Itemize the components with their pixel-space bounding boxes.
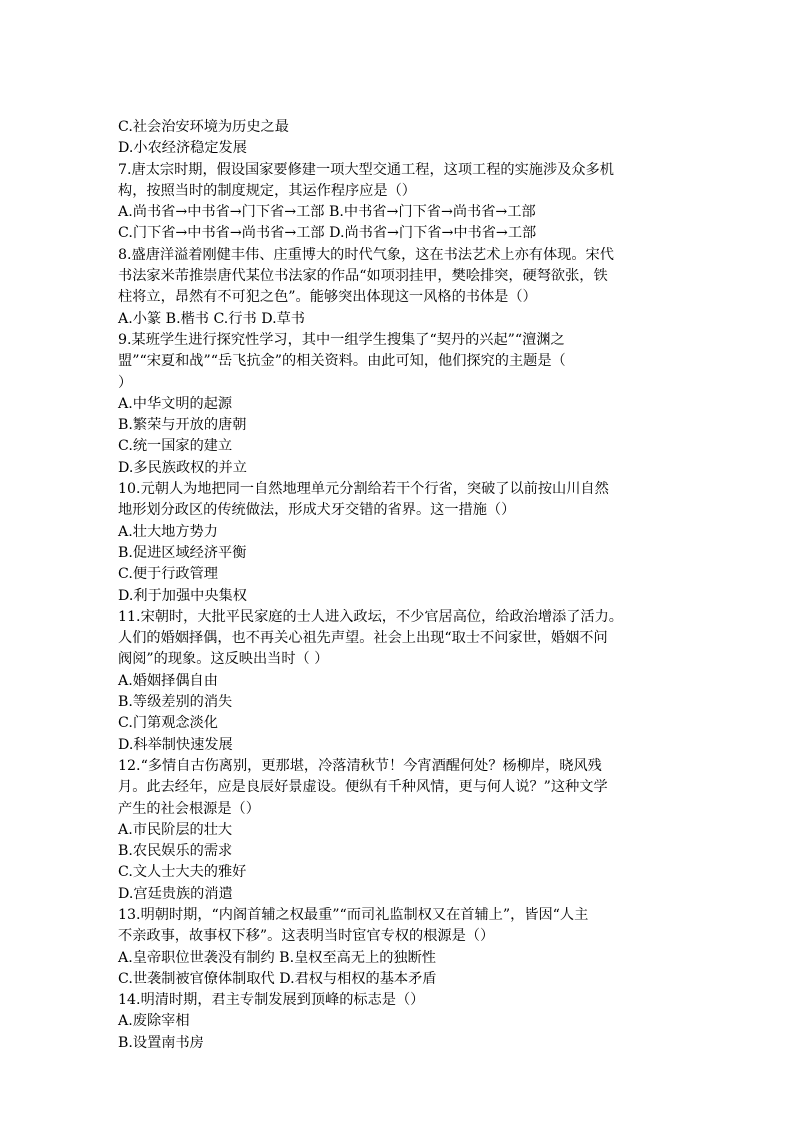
text-line: 14.明清时期，君主专制发展到顶峰的标志是（）	[118, 992, 425, 1009]
text-line: 13.明朝时期，“内阁首辅之权最重”“而司礼监制权又在首辅上”，皆因“人主	[118, 906, 589, 923]
text-line: 10.元朝人为地把同一自然地理单元分割给若干个行省，突破了以前按山川自然	[118, 481, 609, 498]
text-line: 书法家米芾推崇唐代某位书法家的作品“如项羽挂甲，樊哙排突，硬弩欲张，铁	[118, 268, 608, 285]
text-line: 12.“多情自古伤离别，更那堪，冷落清秋节！今宵酒醒何处？杨柳岸，晓风残	[118, 757, 602, 774]
text-line: B.繁荣与开放的唐朝	[118, 417, 247, 434]
text-line: A.皇帝职位世袭没有制约 B.皇权至高无上的独断性	[118, 949, 436, 966]
text-line: A.壮大地方势力	[118, 523, 218, 540]
text-line: C.文人士大夫的雅好	[118, 864, 247, 881]
text-line: 月。此去经年，应是良辰好景虚设。便纵有千种风情，更与何人说？”这种文学	[118, 779, 608, 796]
text-line: 人们的婚姻择偶，也不再关心祖先声望。社会上出现“取士不问家世，婚姻不问	[118, 630, 608, 647]
text-line: 柱将立，昂然有不可犯之色”。能够突出体现这一风格的书体是（）	[118, 289, 537, 306]
document-text-body	[118, 117, 688, 1054]
text-line: 阀阅”的现象。这反映出当时（ ）	[118, 651, 329, 668]
text-line: B.设置南书房	[118, 1034, 204, 1051]
text-line: D.小农经济稳定发展	[118, 140, 247, 157]
text-line: ）	[118, 374, 133, 391]
text-line: B.等级差别的消失	[118, 694, 233, 711]
text-line: 盟”“宋夏和战”“岳飞抗金”的相关资料。由此可知，他们探究的主题是（	[118, 353, 566, 370]
text-line: C.世袭制被官僚体制取代 D.君权与相权的基本矛盾	[118, 970, 437, 987]
text-line: C.门下省→中书省→尚书省→工部 D.尚书省→门下省→中书省→工部	[118, 225, 537, 242]
text-line: 构，按照当时的制度规定，其运作程序应是（）	[118, 182, 416, 199]
text-line: 地形划分政区的传统做法，形成犬牙交错的省界。这一措施（）	[118, 502, 516, 519]
text-line: 9.某班学生进行探究性学习，其中一组学生搜集了“契丹的兴起”“澶渊之	[118, 331, 565, 348]
text-line: 不亲政事，故事权下移”。这表明当时宦官专权的根源是（）	[118, 928, 495, 945]
text-line: 11.宋朝时，大批平民家庭的士人进入政坛，不少官居高位，给政治增添了活力。	[118, 608, 623, 625]
text-line: C.便于行政管理	[118, 566, 218, 583]
text-line: A.尚书省→中书省→门下省→工部 B.中书省→门下省→尚书省→工部	[118, 204, 536, 221]
text-line: C.统一国家的建立	[118, 438, 233, 455]
text-line: D.宫廷贵族的消遣	[118, 885, 233, 902]
text-line: A.婚姻择偶自由	[118, 672, 218, 689]
text-line: 8.盛唐洋溢着刚健丰伟、庄重博大的时代气象，这在书法艺术上亦有体现。宋代	[118, 246, 614, 263]
text-line: D.利于加强中央集权	[118, 587, 247, 604]
text-line: A.中华文明的起源	[118, 395, 233, 412]
text-line: A.废除宰相	[118, 1013, 190, 1030]
text-line: C.门第观念淡化	[118, 715, 218, 732]
text-line: D.多民族政权的并立	[118, 459, 247, 476]
text-line: B.农民娱乐的需求	[118, 843, 233, 860]
text-line: A.小篆 B.楷书 C.行书 D.草书	[118, 310, 305, 327]
text-line: 7.唐太宗时期，假设国家要修建一项大型交通工程，这项工程的实施涉及众多机	[118, 161, 614, 178]
text-line: C.社会治安环境为历史之最	[118, 119, 289, 135]
text-line: D.科举制快速发展	[118, 736, 233, 753]
text-line: 产生的社会根源是（）	[118, 800, 260, 817]
text-line: B.促进区域经济平衡	[118, 544, 247, 561]
text-line: A.市民阶层的壮大	[118, 821, 233, 838]
